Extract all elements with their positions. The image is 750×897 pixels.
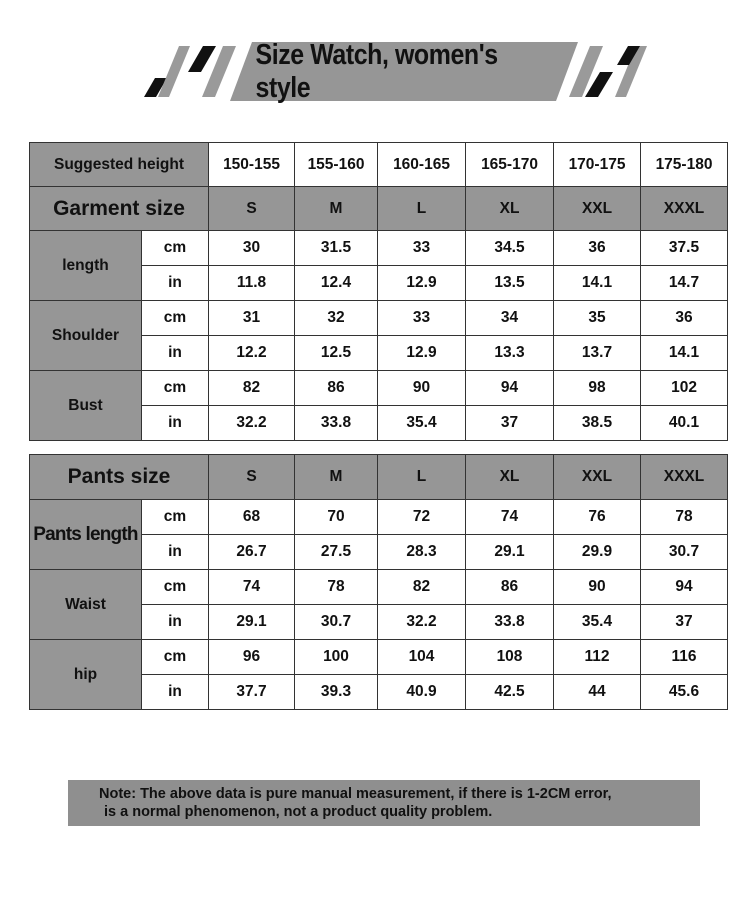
value-cell: 37 — [641, 605, 728, 640]
size-row — [30, 187, 728, 231]
value-cell: 37 — [466, 406, 554, 441]
measure-label: length — [30, 231, 142, 301]
value-cell: 11.8 — [209, 266, 295, 301]
value-cell: 12.9 — [378, 336, 466, 371]
height-row — [30, 143, 728, 187]
value-cell: 30 — [209, 231, 295, 266]
height-cell: 160-165 — [378, 143, 466, 187]
unit-in: in — [142, 336, 209, 371]
left-slash-black-2 — [188, 46, 216, 72]
value-cell: 34.5 — [466, 231, 554, 266]
value-cell: 31 — [209, 301, 295, 336]
measure-label: Pants length — [30, 500, 142, 570]
value-cell: 29.9 — [554, 535, 641, 570]
left-slash-gray-1 — [158, 46, 190, 97]
value-cell: 98 — [554, 371, 641, 406]
unit-cm: cm — [142, 500, 209, 535]
value-cell: 12.5 — [295, 336, 378, 371]
value-cell: 112 — [554, 640, 641, 675]
value-cell: 94 — [641, 570, 728, 605]
value-cell: 68 — [209, 500, 295, 535]
size-cell: XXL — [554, 187, 641, 231]
value-cell: 32.2 — [209, 406, 295, 441]
measure-label: Waist — [30, 570, 142, 640]
value-cell: 76 — [554, 500, 641, 535]
title-banner — [0, 0, 750, 120]
value-cell: 102 — [641, 371, 728, 406]
unit-in: in — [142, 406, 209, 441]
value-cell: 40.9 — [378, 675, 466, 710]
value-cell: 31.5 — [295, 231, 378, 266]
size-cell: S — [209, 455, 295, 500]
value-cell: 44 — [554, 675, 641, 710]
value-cell: 33.8 — [295, 406, 378, 441]
size-cell: L — [378, 187, 466, 231]
measure-row — [30, 500, 728, 535]
unit-in: in — [142, 605, 209, 640]
size-cell: XXL — [554, 455, 641, 500]
value-cell: 35.4 — [378, 406, 466, 441]
value-cell: 29.1 — [209, 605, 295, 640]
unit-in: in — [142, 535, 209, 570]
size-cell: L — [378, 455, 466, 500]
value-cell: 100 — [295, 640, 378, 675]
value-cell: 12.9 — [378, 266, 466, 301]
value-cell: 86 — [466, 570, 554, 605]
value-cell: 12.4 — [295, 266, 378, 301]
value-cell: 26.7 — [209, 535, 295, 570]
value-cell: 33 — [378, 231, 466, 266]
measure-row — [30, 640, 728, 675]
size-row — [30, 455, 728, 500]
value-cell: 29.1 — [466, 535, 554, 570]
value-cell: 38.5 — [554, 406, 641, 441]
value-cell: 33.8 — [466, 605, 554, 640]
measure-row — [30, 301, 728, 336]
value-cell: 13.5 — [466, 266, 554, 301]
value-cell: 74 — [209, 570, 295, 605]
measure-row — [30, 570, 728, 605]
value-cell: 74 — [466, 500, 554, 535]
value-cell: 35.4 — [554, 605, 641, 640]
value-cell: 13.3 — [466, 336, 554, 371]
value-cell: 37.5 — [641, 231, 728, 266]
note-box — [68, 780, 700, 826]
value-cell: 82 — [209, 371, 295, 406]
unit-in: in — [142, 266, 209, 301]
garment-size-label: Garment size — [30, 187, 209, 231]
garment-size-table — [29, 142, 728, 441]
note-line-2: is a normal phenomenon, not a product quality problem. — [104, 804, 493, 820]
measure-row — [30, 231, 728, 266]
value-cell: 78 — [641, 500, 728, 535]
measure-label: hip — [30, 640, 142, 710]
size-cell: XL — [466, 187, 554, 231]
value-cell: 108 — [466, 640, 554, 675]
pants-size-table — [29, 454, 728, 710]
height-cell: 155-160 — [295, 143, 378, 187]
value-cell: 32 — [295, 301, 378, 336]
value-cell: 12.2 — [209, 336, 295, 371]
value-cell: 14.7 — [641, 266, 728, 301]
value-cell: 14.1 — [641, 336, 728, 371]
pants-size-label: Pants size — [30, 455, 209, 500]
value-cell: 40.1 — [641, 406, 728, 441]
unit-cm: cm — [142, 231, 209, 266]
value-cell: 90 — [378, 371, 466, 406]
value-cell: 14.1 — [554, 266, 641, 301]
value-cell: 34 — [466, 301, 554, 336]
value-cell: 72 — [378, 500, 466, 535]
unit-cm: cm — [142, 371, 209, 406]
unit-in: in — [142, 675, 209, 710]
value-cell: 32.2 — [378, 605, 466, 640]
measure-label: Shoulder — [30, 301, 142, 371]
value-cell: 94 — [466, 371, 554, 406]
value-cell: 37.7 — [209, 675, 295, 710]
size-cell: S — [209, 187, 295, 231]
value-cell: 86 — [295, 371, 378, 406]
value-cell: 96 — [209, 640, 295, 675]
value-cell: 82 — [378, 570, 466, 605]
value-cell: 70 — [295, 500, 378, 535]
unit-cm: cm — [142, 640, 209, 675]
value-cell: 30.7 — [295, 605, 378, 640]
measure-row — [30, 371, 728, 406]
value-cell: 36 — [641, 301, 728, 336]
value-cell: 33 — [378, 301, 466, 336]
value-cell: 90 — [554, 570, 641, 605]
page-title: Size Watch, women's style — [255, 39, 498, 104]
value-cell: 13.7 — [554, 336, 641, 371]
value-cell: 116 — [641, 640, 728, 675]
unit-cm: cm — [142, 301, 209, 336]
value-cell: 28.3 — [378, 535, 466, 570]
height-cell: 170-175 — [554, 143, 641, 187]
height-cell: 165-170 — [466, 143, 554, 187]
height-cell: 175-180 — [641, 143, 728, 187]
value-cell: 36 — [554, 231, 641, 266]
value-cell: 78 — [295, 570, 378, 605]
size-cell: XL — [466, 455, 554, 500]
size-cell: XXXL — [641, 455, 728, 500]
height-cell: 150-155 — [209, 143, 295, 187]
value-cell: 35 — [554, 301, 641, 336]
height-label: Suggested height — [30, 143, 209, 187]
value-cell: 42.5 — [466, 675, 554, 710]
unit-cm: cm — [142, 570, 209, 605]
value-cell: 30.7 — [641, 535, 728, 570]
measure-label: Bust — [30, 371, 142, 441]
size-cell: M — [295, 455, 378, 500]
value-cell: 45.6 — [641, 675, 728, 710]
value-cell: 27.5 — [295, 535, 378, 570]
value-cell: 39.3 — [295, 675, 378, 710]
note-line-1: Note: The above data is pure manual measurement, if there is 1-2CM error, — [99, 786, 612, 802]
value-cell: 104 — [378, 640, 466, 675]
size-cell: XXXL — [641, 187, 728, 231]
size-cell: M — [295, 187, 378, 231]
